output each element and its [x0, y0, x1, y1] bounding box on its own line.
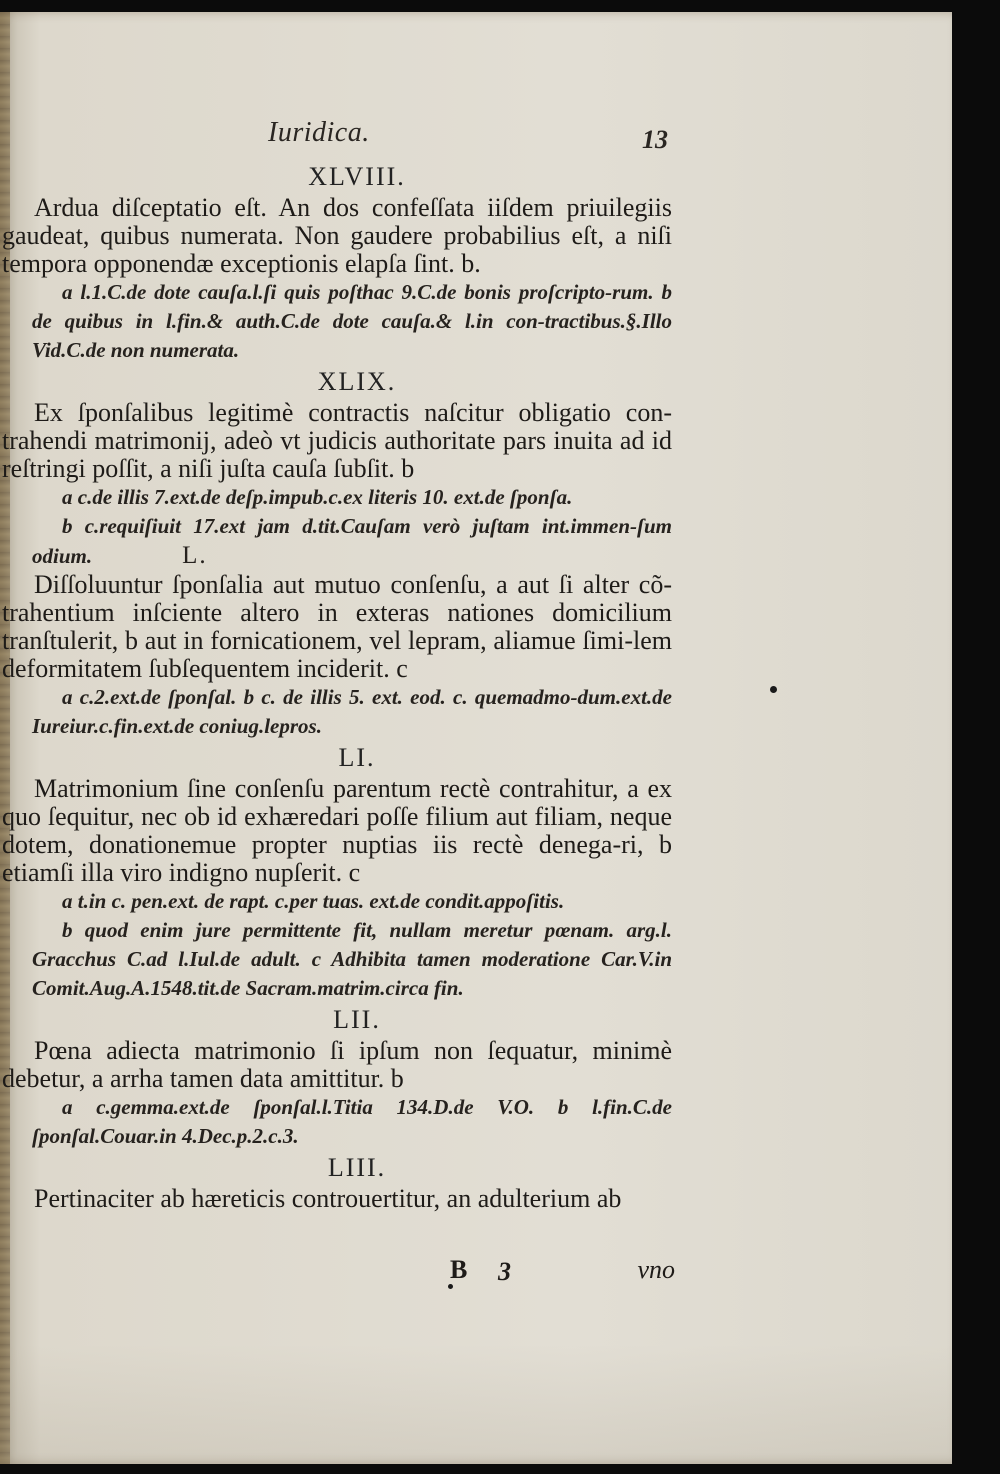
section-text: Diſſoluuntur ſponſalia aut mutuo conſenſu, a aut ſi alter cõ-trahentium inſciente altero in exteras nationes domicilium tranſtulerit, b aut in fornicationem, vel lepram, aliamue ſimi-lem deformitatem ſubſequentem inciderit. c — [2, 570, 672, 683]
section-numeral: XLVIII. — [308, 162, 406, 191]
page-stain — [0, 1344, 952, 1464]
section-text: Matrimonium ſine conſenſu parentum rectè contrahitur, a ex quo ſequitur, nec ob id exhæredari poſſe filium aut filiam, neque dotem, donationemue propter nuptias iis rectè denega-ri, b etiamſi illa viro indigno nupſerit. c — [2, 774, 672, 887]
section-note: a l.1.C.de dote cauſa.l.ſi quis poſthac 9.C.de bonis proſcripto-rum. b de quibus in l.fin.& auth.C.de dote cauſa.& l.in con-tractibus.§.Illo Vid.C.de non numerata. — [32, 280, 672, 362]
section-numeral: LII. — [333, 1005, 381, 1034]
section-numeral: L. — [182, 542, 208, 569]
page-number: 13 — [642, 125, 668, 154]
section-note: a c.2.ext.de ſponſal. b c. de illis 5. ext. eod. c. quemadmo-dum.ext.de Iureiur.c.fin.ext.de coniug.lepros. — [32, 685, 672, 738]
section-text: Ex ſponſalibus legitimè contractis naſcitur obligatio con-trahendi matrimonij, adeò vt judicis authoritate pars inuita ad id reſtringi poſſit, a niſi juſta cauſa ſubſit. b — [2, 398, 672, 483]
section-text: Ardua diſceptatio eſt. An dos confeſſata iiſdem priuilegiis gaudeat, quibus numerata. Non gaudere probabilius eſt, a niſi tempora opponendæ exceptionis elapſa ſint. b. — [2, 193, 672, 278]
book-page — [0, 12, 952, 1464]
section-note: a c.de illis 7.ext.de deſp.impub.c.ex literis 10. ext.de ſponſa. — [62, 485, 573, 509]
section-note — [2, 512, 672, 571]
section-text: Pertinaciter ab hæreticis controuertitur, an adulterium ab — [34, 1184, 622, 1213]
catchword: vno — [637, 1255, 675, 1284]
running-title: Iuridica. — [268, 117, 370, 148]
ink-speck — [770, 686, 777, 693]
section-numeral: XLIX. — [317, 367, 397, 396]
section-text: Pœna adiecta matrimonio ſi ipſum non ſequatur, minimè debetur, a arrha tamen data amittitur. b — [2, 1036, 672, 1093]
ink-speck — [448, 1284, 453, 1289]
section-note: a t.in c. pen.ext. de rapt. c.per tuas. ext.de condit.appoſitis. — [62, 889, 565, 913]
section-note: b quod enim jure permittente fit, nullam meretur pœnam. arg.l. Gracchus C.ad l.Iul.de adult. c Adhibita tamen moderatione Car.V.in Comit.Aug.A.1548.tit.de Sacram.matrim.circa fin. — [32, 918, 672, 1000]
section-numeral: LIII. — [327, 1153, 387, 1182]
text-block — [2, 160, 672, 1213]
signature-number: 3 — [498, 1257, 511, 1286]
signature-mark: B — [450, 1255, 468, 1284]
note-text: b c.requiſiuit 17.ext jam d.tit.Cauſam verò juſtam int.immen-ſum odium. — [32, 514, 672, 568]
page-footer — [450, 1255, 675, 1291]
section-note: a c.gemma.ext.de ſponſal.l.Titia 134.D.de V.O. b l.fin.C.de ſponſal.Couar.in 4.Dec.p.2.c.3. — [32, 1095, 672, 1148]
section-numeral: LI. — [338, 743, 376, 772]
